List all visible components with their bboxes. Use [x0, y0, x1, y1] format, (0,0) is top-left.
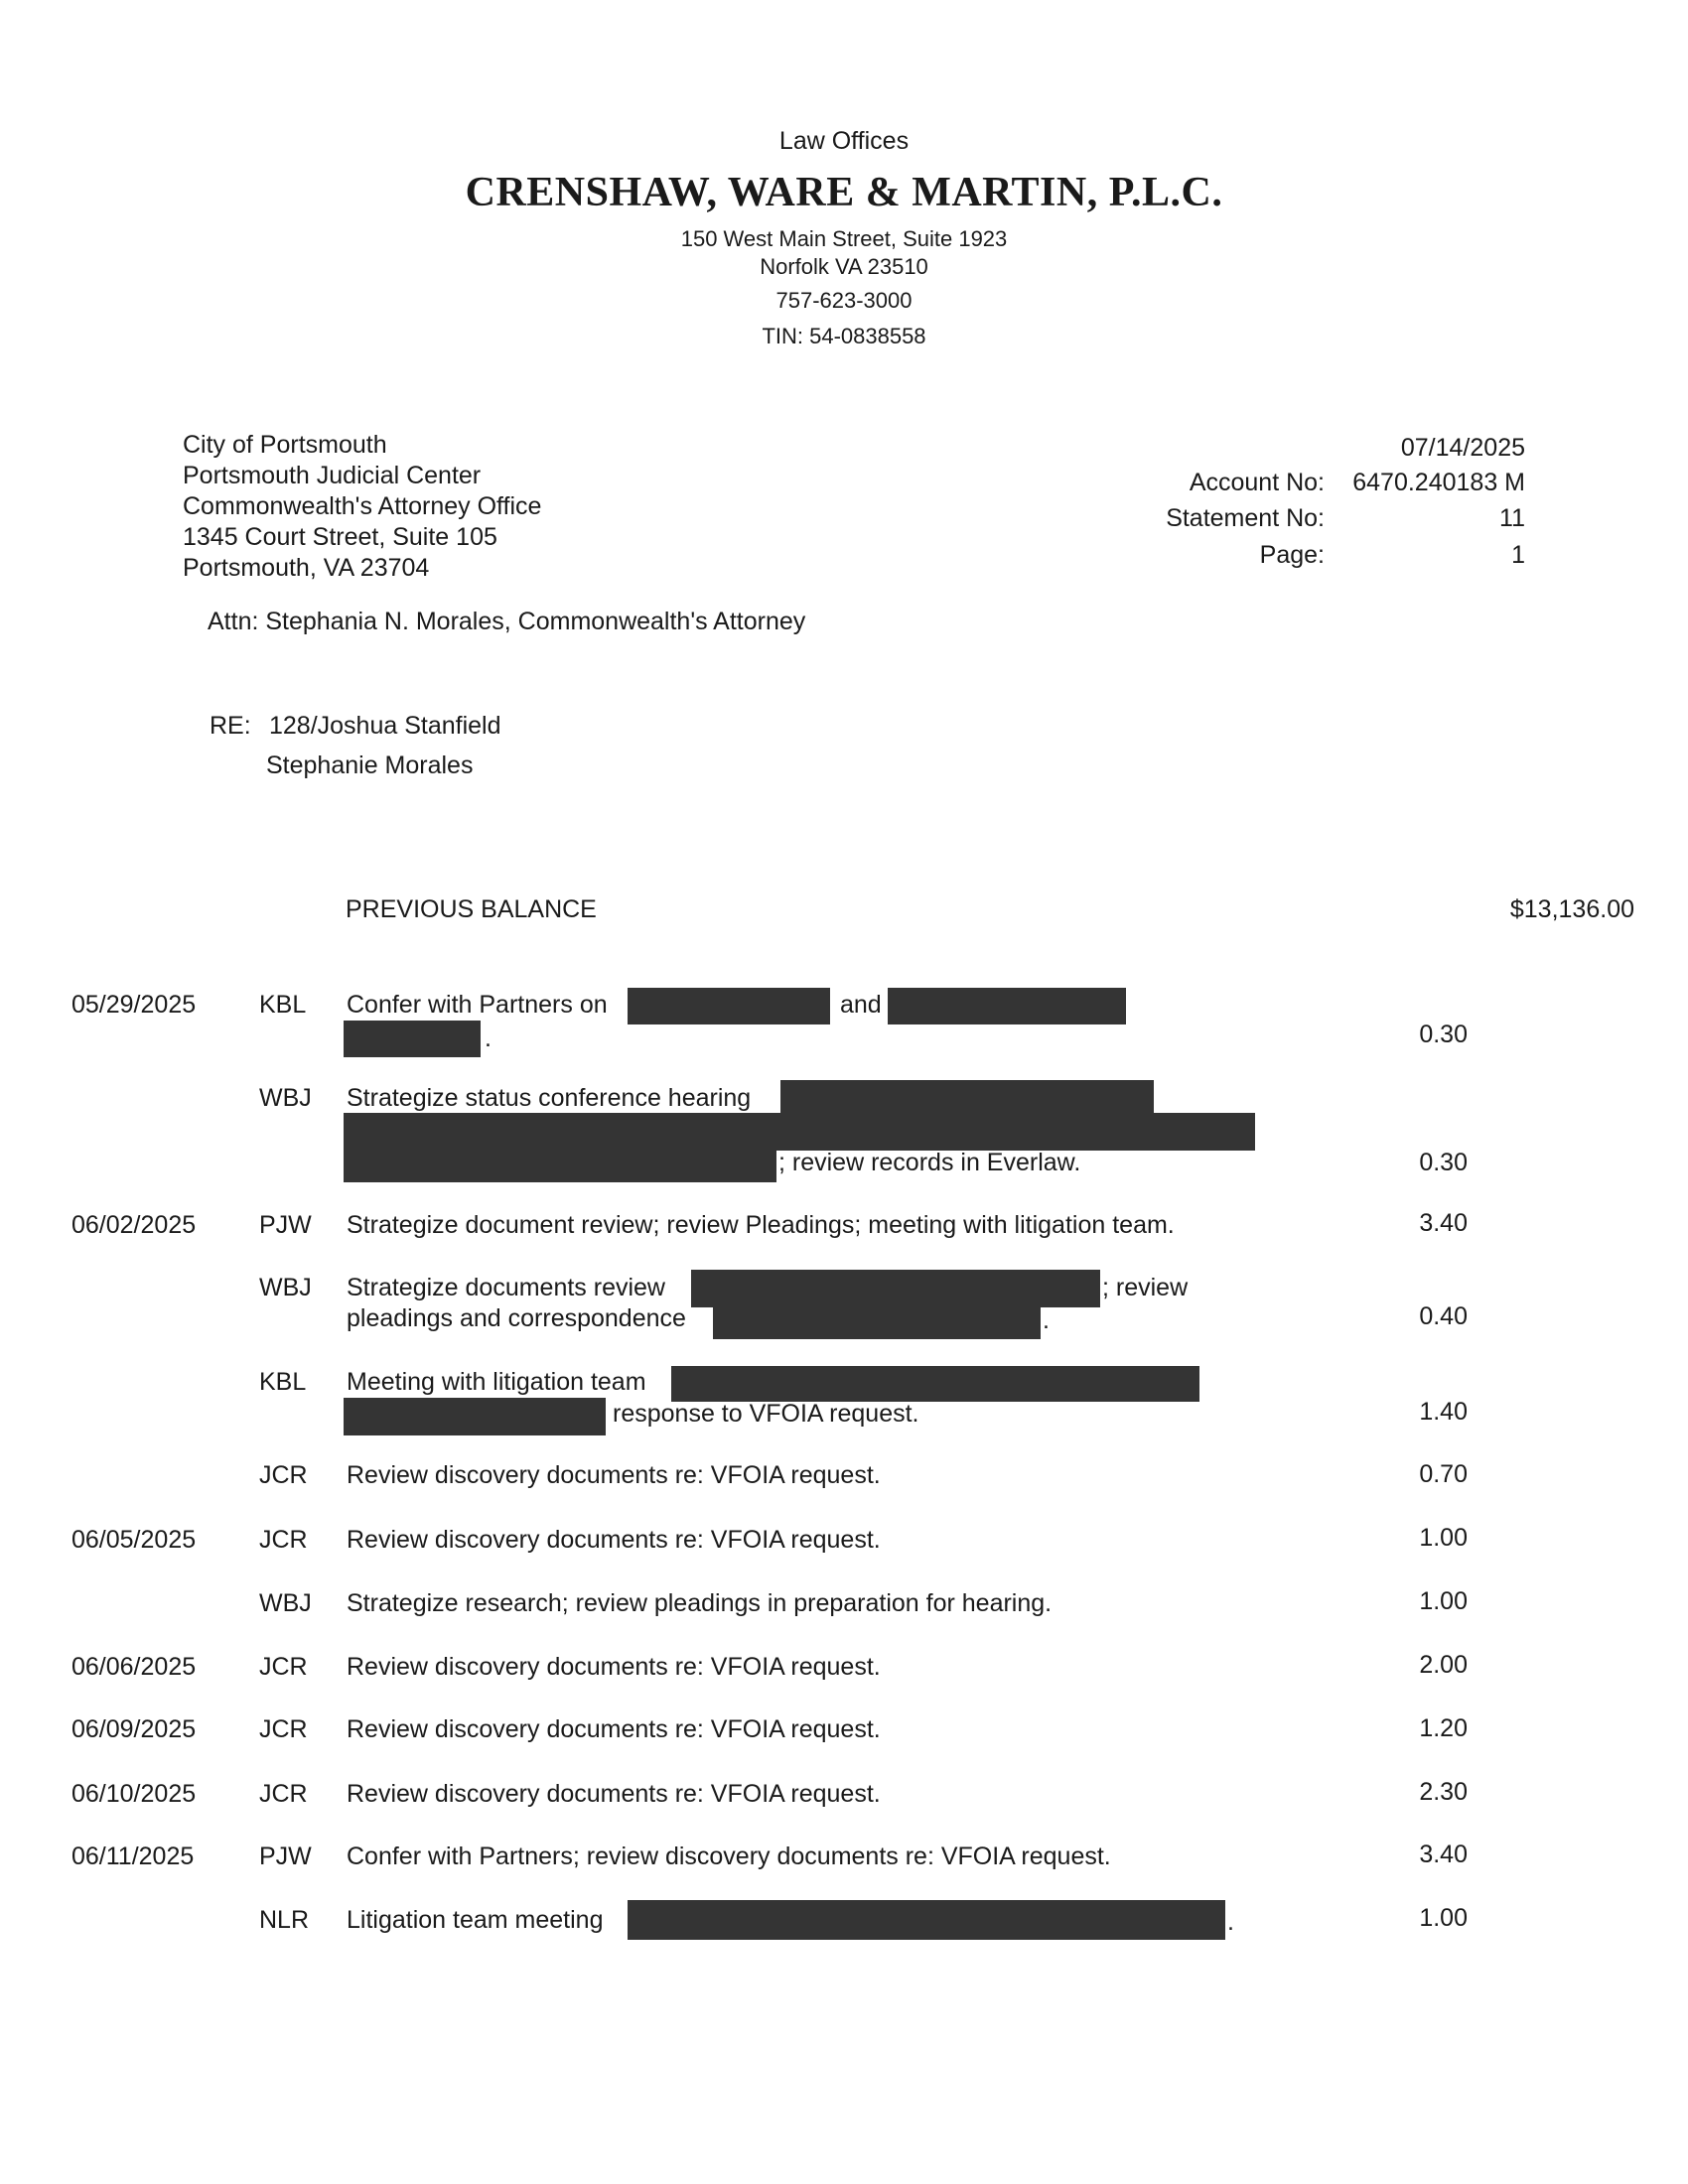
firm-tin: TIN: 54-0838558: [762, 324, 926, 348]
entry-initials: JCR: [259, 1526, 308, 1554]
entry-description: Review discovery documents re: VFOIA request.: [347, 1653, 881, 1681]
entry-description: .: [485, 1024, 492, 1052]
entry-description: Confer with Partners on: [347, 991, 608, 1019]
previous-balance-label: PREVIOUS BALANCE: [346, 895, 597, 923]
entry-initials: WBJ: [259, 1274, 312, 1301]
entry-description: and: [840, 991, 882, 1019]
entry-initials: JCR: [259, 1653, 308, 1681]
entry-hours: 2.00: [1419, 1651, 1468, 1679]
entry-description: Review discovery documents re: VFOIA request.: [347, 1526, 881, 1554]
entry-description: pleadings and correspondence: [347, 1304, 686, 1332]
entry-initials: JCR: [259, 1461, 308, 1489]
page-number: 1: [1511, 541, 1525, 569]
redaction-bar: [344, 1113, 1255, 1151]
entry-hours: 1.00: [1419, 1904, 1468, 1932]
entry-initials: PJW: [259, 1843, 312, 1870]
recipient-line: City of Portsmouth: [183, 431, 387, 459]
firm-name: CRENSHAW, WARE & MARTIN, P.L.C.: [465, 170, 1223, 215]
statement-number: 11: [1499, 504, 1525, 532]
entry-hours: 1.20: [1419, 1714, 1468, 1742]
firm-street: 150 West Main Street, Suite 1923: [680, 226, 1008, 251]
entry-description: Litigation team meeting: [347, 1906, 604, 1934]
attention-line: Attn: Stephania N. Morales, Commonwealth's Attorney: [208, 608, 806, 635]
entry-hours: 0.40: [1419, 1302, 1468, 1330]
entry-hours: 1.40: [1419, 1398, 1468, 1426]
re-attorney: Stephanie Morales: [266, 751, 474, 779]
entry-description: Strategize status conference hearing: [347, 1084, 752, 1112]
redaction-bar: [713, 1302, 1041, 1339]
recipient-line: Portsmouth, VA 23704: [183, 554, 430, 582]
entry-initials: KBL: [259, 1368, 307, 1396]
entry-hours: 2.30: [1419, 1778, 1468, 1806]
statement-label: Statement No:: [1166, 504, 1325, 532]
entry-initials: WBJ: [259, 1084, 312, 1112]
entry-description: Strategize documents review: [347, 1274, 665, 1301]
entry-initials: JCR: [259, 1780, 308, 1808]
entry-date: 06/11/2025: [71, 1843, 195, 1870]
account-label: Account No:: [1189, 469, 1325, 496]
entry-date: 06/02/2025: [71, 1211, 197, 1239]
firm-phone: 757-623-3000: [775, 288, 913, 313]
entry-description: Strategize document review; review Pleadings; meeting with litigation team.: [347, 1211, 1175, 1239]
redaction-bar: [344, 1149, 776, 1182]
redaction-bar: [780, 1080, 1154, 1114]
redaction-bar: [344, 1021, 481, 1057]
re-label: RE:: [210, 712, 251, 740]
redaction-bar: [344, 1398, 606, 1435]
entry-hours: 0.70: [1419, 1460, 1468, 1488]
re-matter: 128/Joshua Stanfield: [269, 712, 501, 740]
entry-hours: 0.30: [1419, 1149, 1468, 1176]
recipient-line: 1345 Court Street, Suite 105: [183, 523, 497, 551]
entry-date: 06/06/2025: [71, 1653, 197, 1681]
redaction-bar: [628, 988, 830, 1024]
entry-date: 06/05/2025: [71, 1526, 197, 1554]
entry-description: ; review: [1102, 1274, 1189, 1301]
entry-description: Review discovery documents re: VFOIA request.: [347, 1461, 881, 1489]
redaction-bar: [888, 988, 1126, 1024]
entry-hours: 1.00: [1419, 1587, 1468, 1615]
recipient-line: Portsmouth Judicial Center: [183, 462, 482, 489]
entry-hours: 3.40: [1419, 1841, 1468, 1868]
recipient-line: Commonwealth's Attorney Office: [183, 492, 542, 520]
entry-description: ; review records in Everlaw.: [778, 1149, 1081, 1176]
entry-description: Strategize research; review pleadings in preparation for hearing.: [347, 1589, 1053, 1617]
account-number: 6470.240183 M: [1352, 469, 1525, 496]
entry-date: 06/10/2025: [71, 1780, 197, 1808]
entry-initials: NLR: [259, 1906, 310, 1934]
entry-hours: 1.00: [1419, 1524, 1468, 1552]
entry-initials: JCR: [259, 1715, 308, 1743]
entry-hours: 3.40: [1419, 1209, 1468, 1237]
entry-description: .: [1043, 1306, 1050, 1334]
entry-description: Review discovery documents re: VFOIA request.: [347, 1715, 881, 1743]
letterhead-label: Law Offices: [778, 127, 910, 155]
redaction-bar: [671, 1366, 1199, 1402]
entry-description: Review discovery documents re: VFOIA request.: [347, 1780, 881, 1808]
entry-description: Confer with Partners; review discovery documents re: VFOIA request.: [347, 1843, 1111, 1870]
previous-balance-amount: $13,136.00: [1509, 895, 1634, 923]
entry-initials: PJW: [259, 1211, 312, 1239]
statement-date: 07/14/2025: [1400, 434, 1525, 462]
entry-date: 05/29/2025: [71, 991, 197, 1019]
entry-description: response to VFOIA request.: [613, 1400, 919, 1428]
entry-hours: 0.30: [1419, 1021, 1468, 1048]
redaction-bar: [628, 1900, 1225, 1940]
entry-date: 06/09/2025: [71, 1715, 197, 1743]
page-label: Page:: [1259, 541, 1325, 569]
entry-description: Meeting with litigation team: [347, 1368, 646, 1396]
entry-initials: WBJ: [259, 1589, 312, 1617]
entry-description: .: [1227, 1908, 1234, 1936]
firm-city: Norfolk VA 23510: [760, 254, 928, 279]
entry-initials: KBL: [259, 991, 307, 1019]
